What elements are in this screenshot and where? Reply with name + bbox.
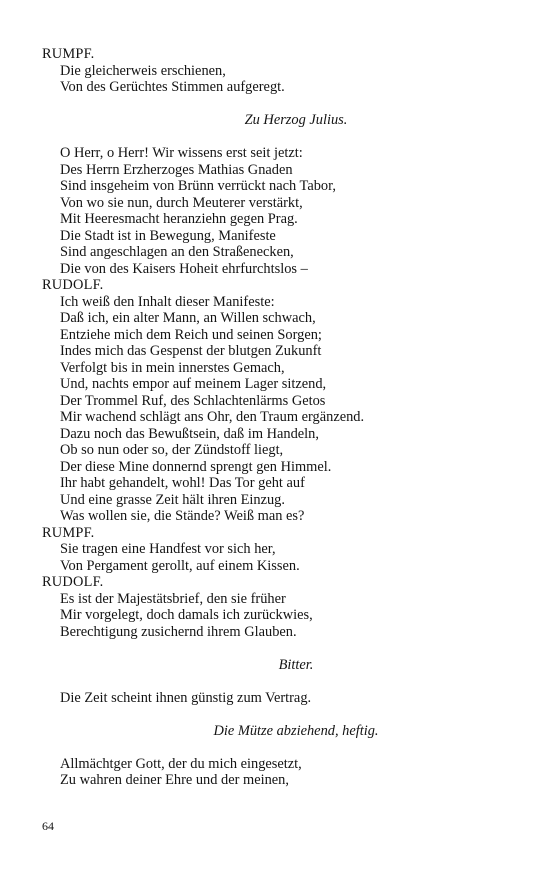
verse-line: O Herr, o Herr! Wir wissens erst seit jetzt: (60, 145, 303, 161)
blank-line (42, 640, 512, 657)
verse-line: Die gleicherweis erschienen, (60, 62, 226, 79)
speaker-name: RUDOLF. (42, 277, 104, 293)
verse-line: Mit Heeresmacht heranziehn gegen Prag. (60, 211, 298, 227)
verse-line: Berechtigung zusichernd ihrem Glauben. (60, 623, 297, 640)
verse-line: Die Zeit scheint ihnen günstig zum Vertrag. (60, 689, 312, 706)
verse-line: Und, nachts empor auf meinem Lager sitzend, (60, 376, 327, 392)
verse-line: Und eine grasse Zeit hält ihren Einzug. (60, 491, 285, 508)
verse-line: Ob so nun oder so, der Zündstoff liegt, (60, 442, 284, 458)
verse-line: Mir wachend schlägt ans Ohr, den Traum ergänzend. (60, 409, 365, 425)
speaker-name: RUMPF. (42, 46, 95, 62)
verse-line: Daß ich, ein alter Mann, an Willen schwach, (60, 310, 316, 326)
speaker-name: RUDOLF. (42, 574, 104, 590)
verse-line: Die Stadt ist in Bewegung, Manifeste (60, 227, 276, 244)
verse-line: Ihr habt gehandelt, wohl! Das Tor geht auf (60, 475, 305, 491)
blank-line (42, 706, 512, 723)
verse-line: Ich weiß den Inhalt dieser Manifeste: (60, 293, 275, 310)
verse-line: Indes mich das Gespenst der blutgen Zukunft (60, 343, 322, 359)
verse-line: Was wollen sie, die Stände? Weiß man es? (60, 508, 305, 524)
stage-direction: Zu Herzog Julius. (244, 112, 348, 128)
verse-line: Verfolgt bis in mein innerstes Gemach, (60, 359, 285, 376)
verse-line: Von wo sie nun, durch Meuterer verstärkt, (60, 194, 303, 211)
blank-line (42, 96, 512, 113)
verse-line: Sind insgeheim von Brünn verrückt nach Tabor, (60, 178, 336, 194)
verse-line: Der diese Mine donnernd sprengt gen Himmel. (60, 458, 332, 475)
verse-line: Es ist der Majestätsbrief, den sie früher (60, 590, 286, 607)
verse-line: Sind angeschlagen an den Straßenecken, (60, 244, 294, 260)
verse-line: Mir vorgelegt, doch damals ich zurückwies, (60, 607, 313, 623)
blank-line (42, 673, 512, 690)
verse-line: Von des Gerüchtes Stimmen aufgeregt. (60, 79, 285, 95)
speaker-name: RUMPF. (42, 524, 95, 541)
verse-line: Entziehe mich dem Reich und seinen Sorgen; (60, 326, 322, 343)
verse-line: Die von des Kaisers Hoheit ehrfurchtslos – (60, 260, 308, 277)
play-text (42, 46, 512, 789)
verse-line: Sie tragen eine Handfest vor sich her, (60, 541, 276, 557)
stage-direction: Die Mütze abziehend, heftig. (213, 722, 379, 739)
page-number: 64 (42, 819, 54, 833)
verse-line: Des Herrn Erzherzoges Mathias Gnaden (60, 161, 293, 178)
blank-line (42, 739, 512, 756)
blank-line (42, 129, 512, 146)
verse-line: Zu wahren deiner Ehre und der meinen, (60, 772, 289, 788)
verse-line: Der Trommel Ruf, des Schlachtenlärms Getos (60, 392, 326, 409)
verse-line: Allmächtger Gott, der du mich eingesetzt, (60, 755, 302, 772)
verse-line: Von Pergament gerollt, auf einem Kissen. (60, 557, 300, 574)
verse-line: Dazu noch das Bewußtsein, daß im Handeln, (60, 425, 319, 442)
stage-direction: Bitter. (278, 656, 314, 673)
